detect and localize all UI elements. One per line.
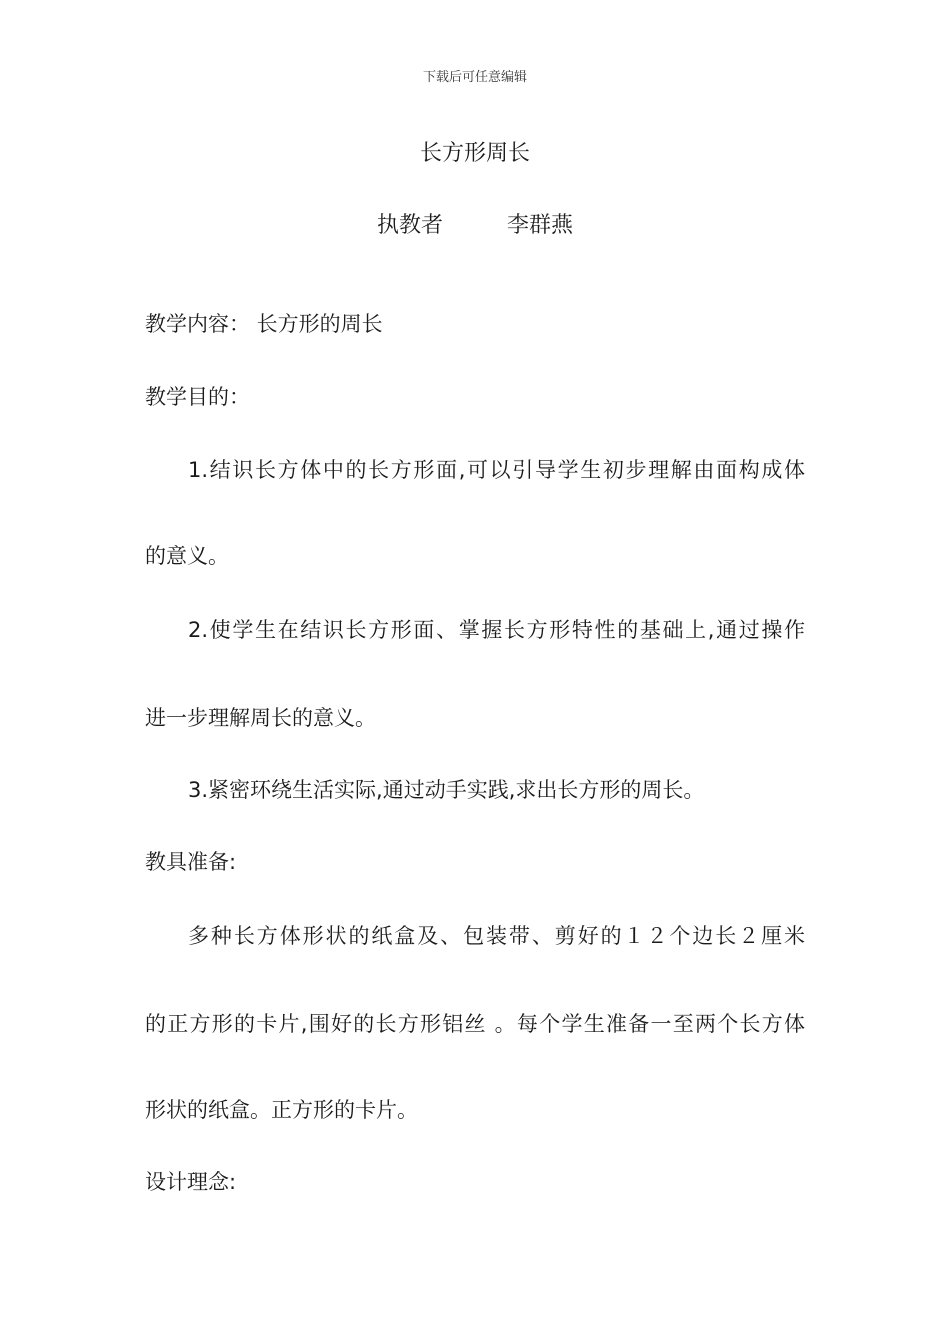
page-header-note: 下载后可任意编辑 (422, 70, 527, 85)
tools-line-1: 多种长方体形状的纸盒及、包装带、剪好的１２个边长２厘米 (188, 924, 805, 948)
goal-1-line-1: 1.结识长方体中的长方形面,可以引导学生初步理解由面构成体 (188, 458, 805, 482)
author-line (0, 208, 950, 239)
design-heading: 设计理念: (145, 1170, 237, 1194)
tools-line-2: 的正方形的卡片,围好的长方形铝丝 。每个学生准备一至两个长方体 (145, 1012, 805, 1036)
author-name: 李群燕 (507, 213, 574, 238)
author-label: 执教者 (376, 213, 443, 238)
teaching-content: 教学内容： 长方形的周长 (145, 312, 383, 336)
teaching-goal-heading: 教学目的： (145, 385, 250, 409)
tools-line-3: 形状的纸盒。正方形的卡片。 (145, 1098, 418, 1122)
document-title: 长方形周长 (419, 141, 530, 166)
tools-heading: 教具准备: (145, 850, 237, 874)
goal-1-line-2: 的意义。 (145, 544, 229, 568)
goal-2-line-2: 进一步理解周长的意义。 (145, 706, 376, 730)
goal-2-line-1: 2.使学生在结识长方形面、掌握长方形特性的基础上,通过操作 (188, 618, 805, 642)
goal-3: 3.紧密环绕生活实际,通过动手实践,求出长方形的周长。 (188, 778, 705, 802)
